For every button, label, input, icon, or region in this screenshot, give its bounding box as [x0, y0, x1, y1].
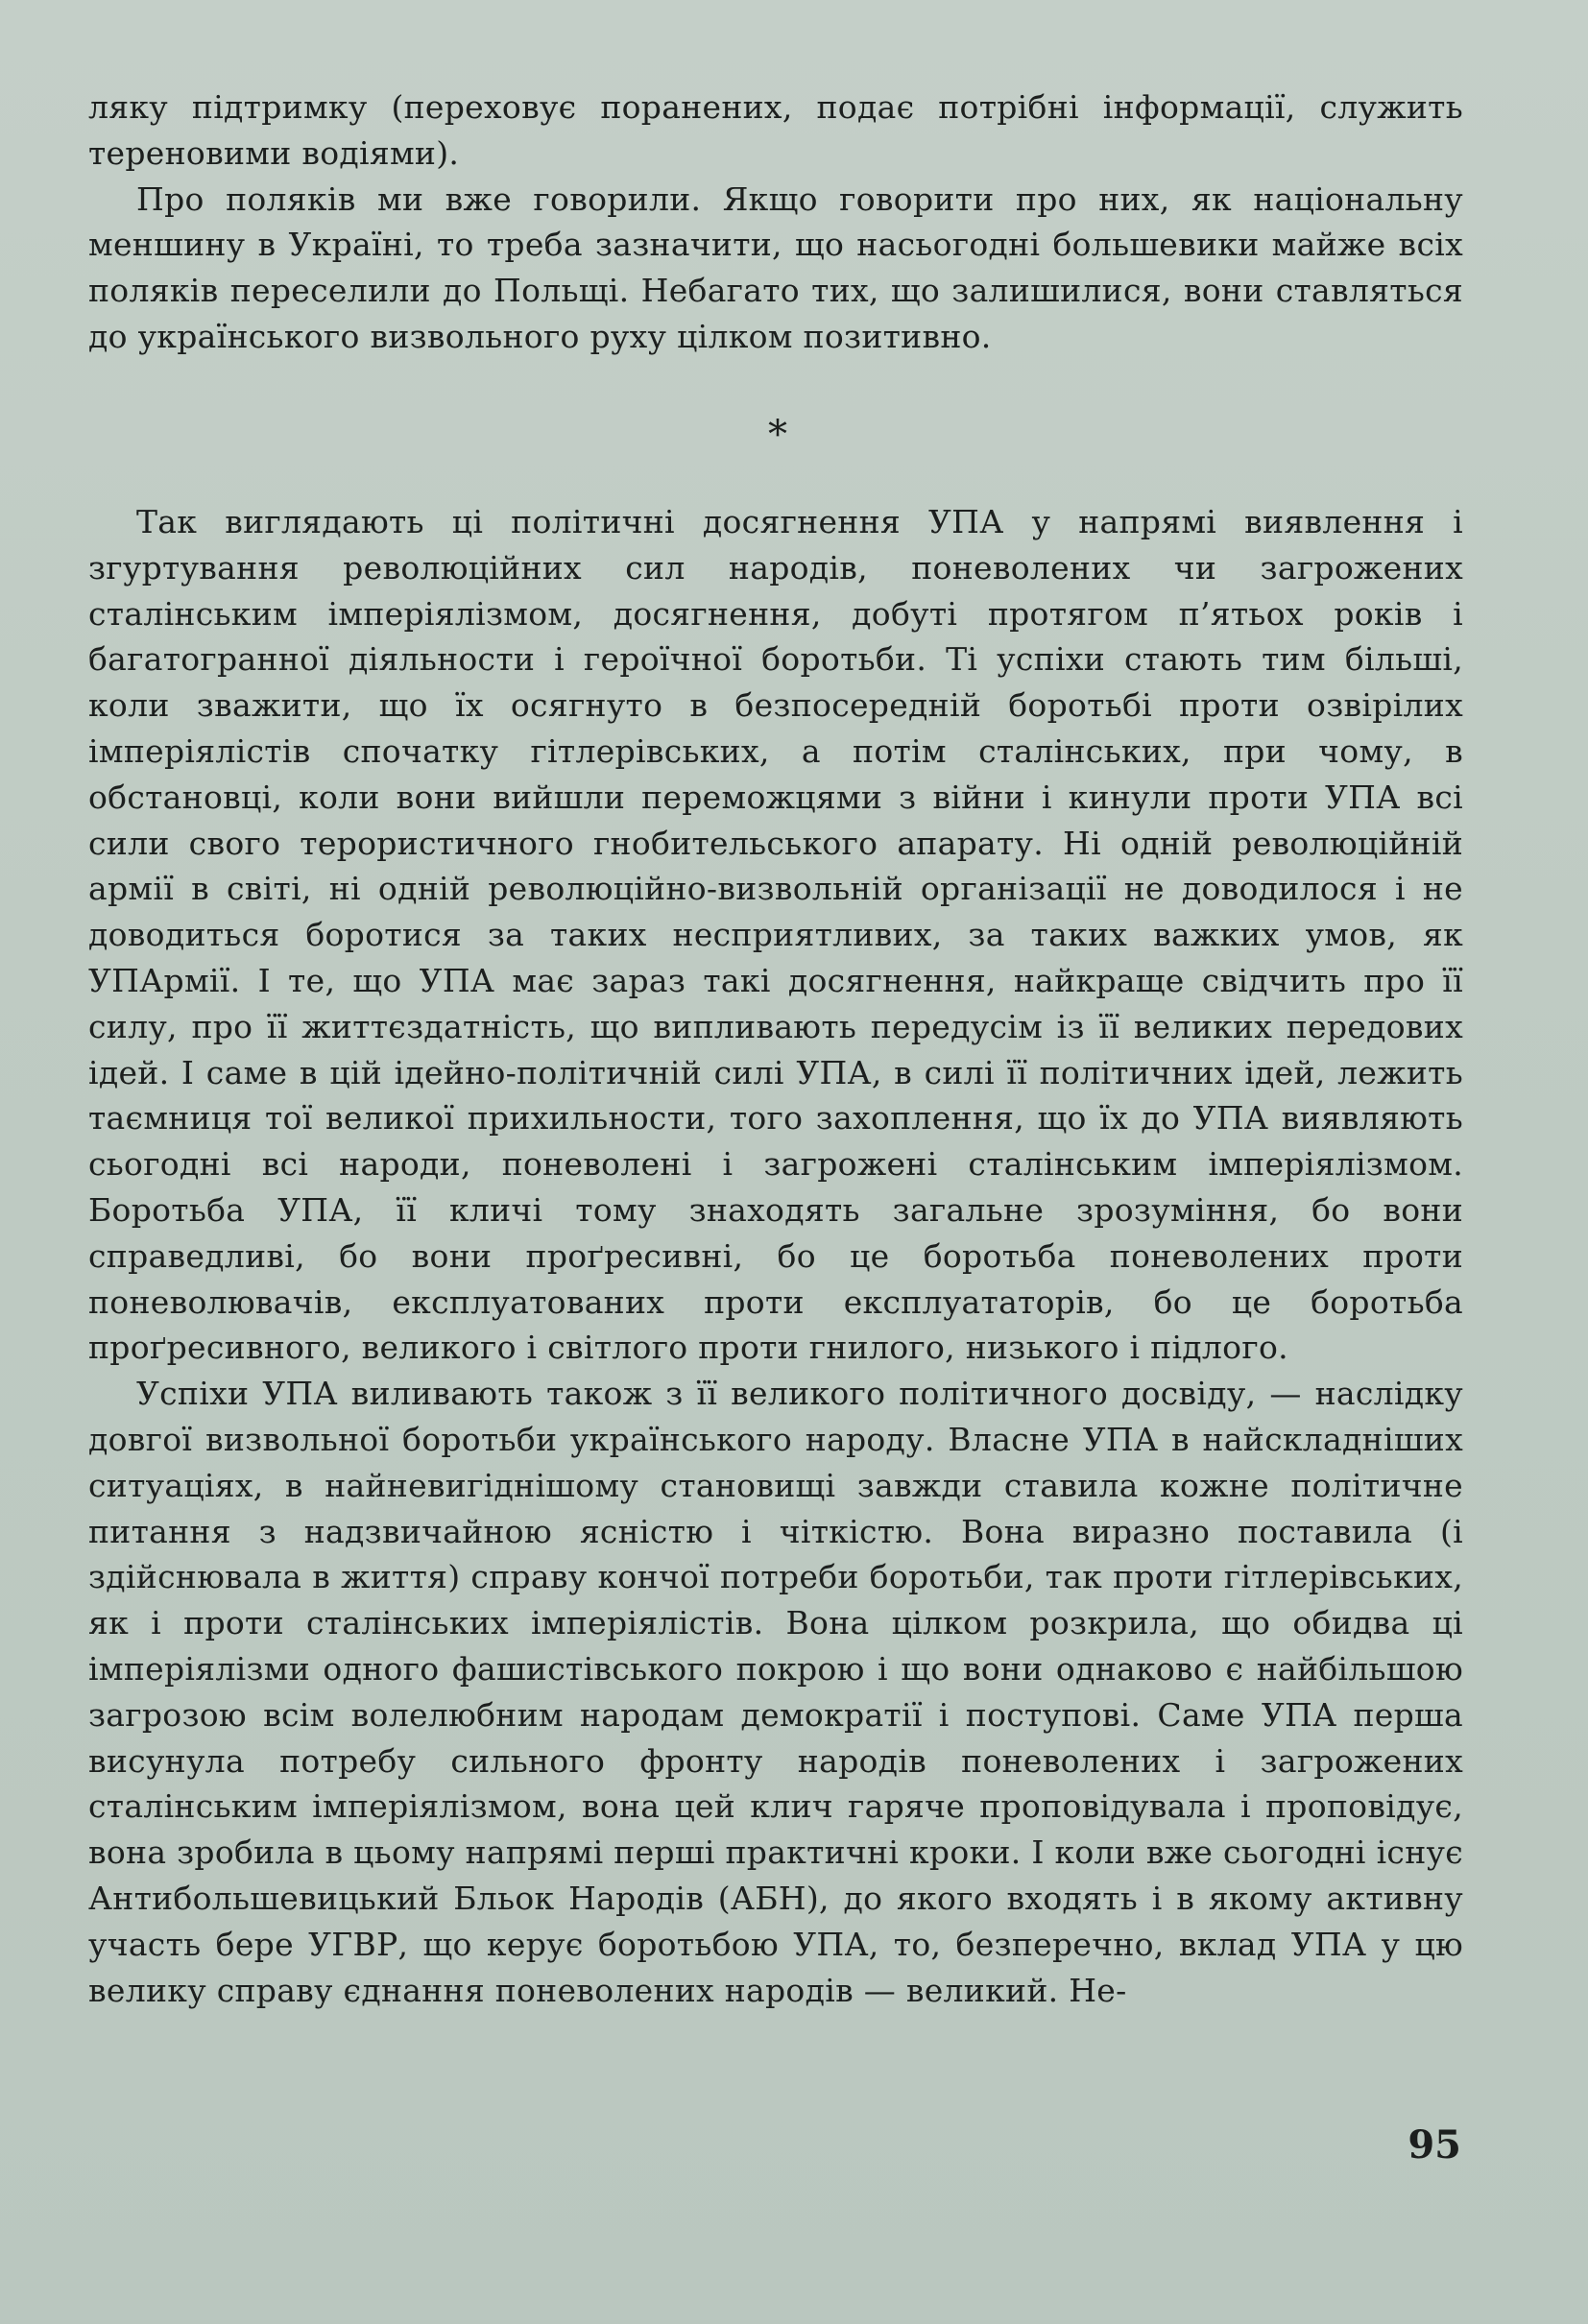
- text-block-main: [88, 499, 1463, 2013]
- page-number: 95: [1408, 2122, 1461, 2168]
- paragraph-achievements: Так виглядають ці політичні досягнення УПА у напрямі виявлення і згуртування революційних сил народів, поневолених чи загрожених сталінським імперіялізмом, досягнення, добуті протягом п’ятьох років і багатогранної діяльности і героїчної боротьби. Ті успіхи стають тим більші, коли зважити, що їх осягнуто в безпосередній боротьбі проти озвірілих імперіялістів спочатку гітлерівських, а потім сталінських, при чому, в обстановці, коли вони вийшли переможцями з війни і кинули проти УПА всі сили свого терористичного гнобительського апарату. Ні одній революційній армії в світі, ні одній революційно-визвольній організації не доводилося і не доводиться боротися за таких несприятливих, за таких важких умов, як УПАрмії. І те, що УПА має зараз такі досягнення, найкраще свідчить про її силу, про її життєздатність, що випливають передусім із її великих передових ідей. І саме в цій ідейно-політичній силі УПА, в силі її політичних ідей, лежить таємниця тої великої прихильности, того захоплення, що їх до УПА виявляють сьогодні всі народи, поневолені і загрожені сталінським імперіялізмом. Боротьба УПА, її кличі тому знаходять загальне зрозуміння, бо вони справедливі, бо вони проґресивні, бо це боротьба поневолених проти поневолювачів, експлуатованих проти експлуататорів, бо це боротьба проґресивного, великого і світлого проти гнилого, низького і підлого.: [88, 503, 1463, 1367]
- section-separator: *: [768, 413, 787, 457]
- text-block-top: [88, 84, 1463, 360]
- paragraph-continuation: ляку підтримку (переховує поранених, подає потрібні інформації, служить тереновими водіями).: [88, 88, 1463, 172]
- paragraph-poles: Про поляків ми вже говорили. Якщо говорити про них, як національну меншину в Україні, то треба зазначити, що насьогодні большевики майже всіх поляків переселили до Польщі. Небагато тих, що залишилися, вони ставляться до українського визвольного руху цілком позитивно.: [88, 180, 1463, 355]
- paragraph-successes: Успіхи УПА виливають також з її великого політичного досвіду, — наслідку довгої визвольної боротьби українського народу. Власне УПА в найскладніших ситуаціях, в найневигіднішому становищі завжди ставила кожне політичне питання з надзвичайною ясністю і чіткістю. Вона виразно поставила (і здійснювала в життя) справу кончої потреби боротьби, так проти гітлерівських, як і проти сталінських імперіялістів. Вона цілком розкрила, що обидва ці імперіялізми одного фашистівського покрою і що вони однаково є найбільшою загрозою всім волелюбним народам демократії і поступові. Саме УПА перша висунула потребу сильного фронту народів поневолених і загрожених сталінським імперіялізмом, вона цей клич гаряче проповідувала і проповідує, вона зробила в цьому напрямі перші практичні кроки. І коли вже сьогодні існує Антибольшевицький Бльок Народів (АБН), до якого входять і в якому активну участь бере УГВР, що керує боротьбою УПА, то, безперечно, вклад УПА у цю велику справу єднання поневолених народів — великий. Не-: [88, 1375, 1463, 2009]
